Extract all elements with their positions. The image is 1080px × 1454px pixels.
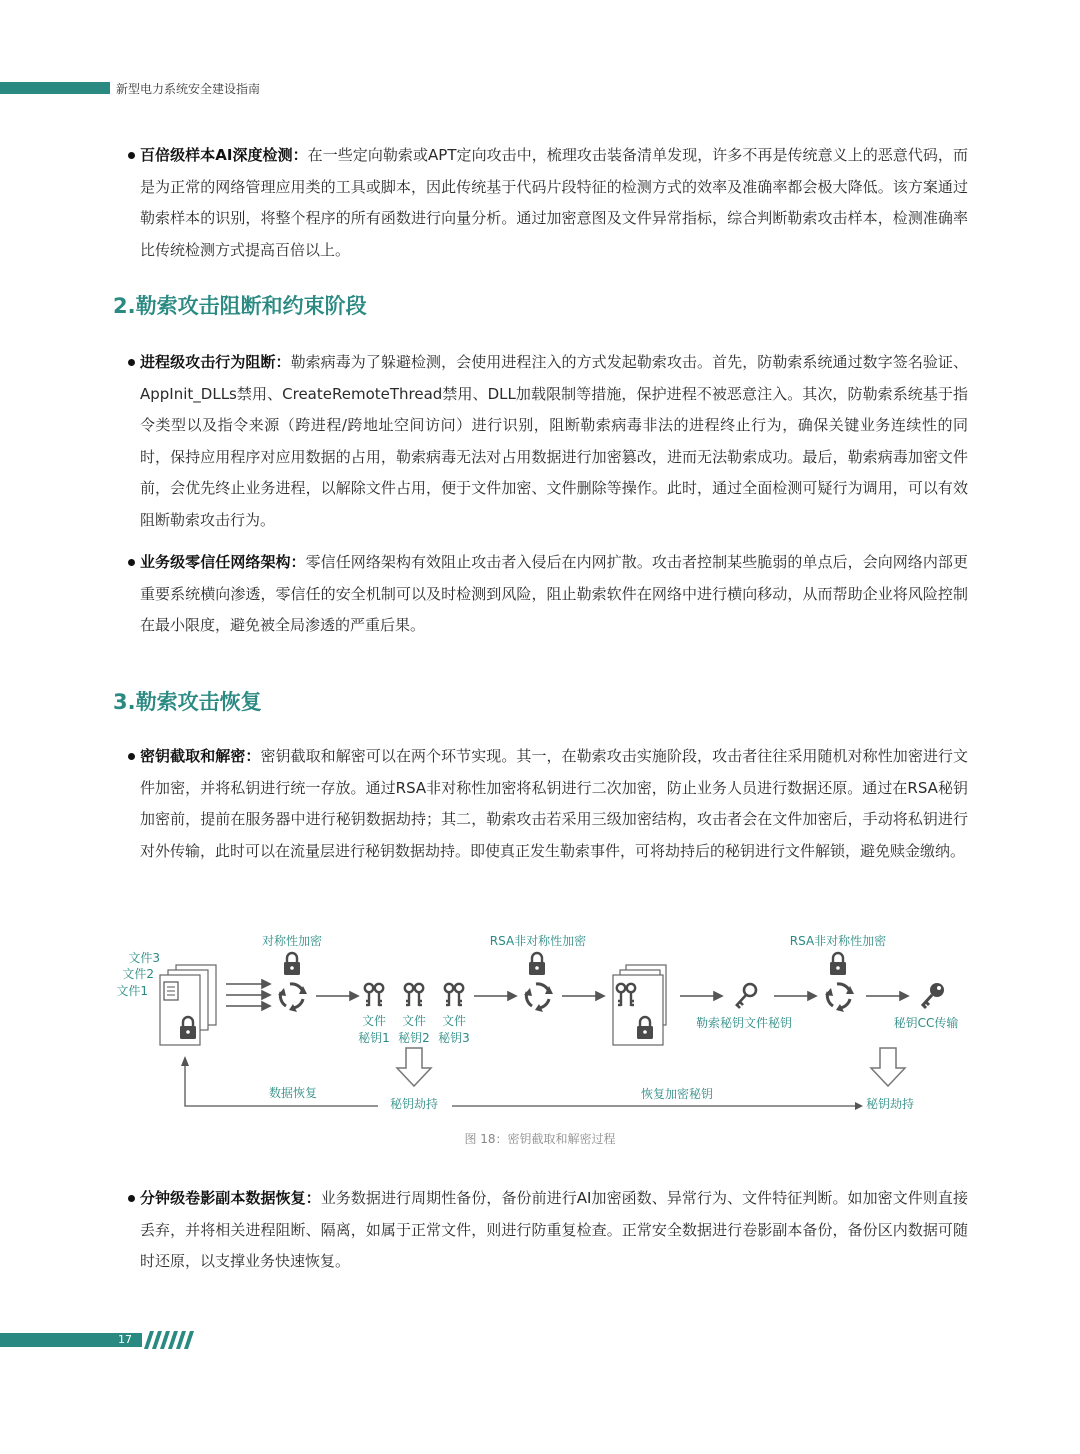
bullet-text: 业务数据进行周期性备份，备份前进行AI加密函数、异常行为、文件特征判断。如加密文件则直接丢弃，并将相关进程阻断、隔离，如属于正常文件，则进行防重复检查。正常安全数据进行卷影副本备份，备份区内数据可随时还原，以支撑业务快速恢复。 [140,1189,968,1271]
label-file2: 文件2 [122,967,154,981]
ransom-key-icon [736,984,756,1008]
header-accent-bar [0,82,110,94]
recycle-icon [278,984,307,1012]
bullet-text: 零信任网络架构有效阻止攻击者入侵后在内网扩散。攻击者控制某些脆弱的单点后，会向网络内部更重要系统横向渗透，零信任的安全机制可以及时检测到风险，阻止勒索软件在网络中进行横向移动，从而帮助企业将风险控制在最小限度，避免被全局渗透的严重后果。 [140,553,968,635]
label-key-hijack-2: 秘钥劫持 [865,1097,915,1111]
bullet-dot [128,152,135,159]
label-restore-encryption-key: 恢复加密秘钥 [640,1087,714,1101]
label-file-key3-a: 文件 [441,1014,467,1028]
header-title: 新型电力系统安全建设指南 [116,82,261,96]
label-file-key2-a: 文件 [401,1014,427,1028]
section-heading-3: 3.勒索攻击恢复 [113,690,262,714]
label-cc-transfer: 秘钥CC传输 [893,1016,959,1030]
label-file-key2-b: 秘钥2 [398,1031,430,1045]
arrow [774,992,816,1000]
footer-stripes-decoration [144,1331,196,1349]
label-key-hijack-1: 秘钥劫持 [389,1097,439,1111]
bullet-dot [128,753,135,760]
bullet-term: 密钥截取和解密： [140,747,261,765]
arrow [680,992,722,1000]
bullet-text: 密钥截取和解密可以在两个环节实现。其一，在勒索攻击实施阶段，攻击者往往采用随机对称性加密进行文件加密，并将私钥进行统一存放。通过RSA非对称性加密将私钥进行二次加密，防止业务人员进行数据还原。通过在RSA秘钥加密前，提前在服务器中进行秘钥数据劫持；其二，勒索攻击若采用三级加密结构，攻击者会在文件加密后，手动将私钥进行对外传输，此时可以在流量层进行秘钥数据劫持。即使真正发生勒索事件，可将劫持后的秘钥进行文件解锁，避免赎金缴纳。 [140,747,968,860]
right-arrow-head [855,1102,863,1110]
bullet-process-block [128,347,968,537]
label-rsa-encryption-2: RSA非对称性加密 [789,934,887,948]
arrow [316,992,358,1000]
key-icon [365,984,383,1006]
down-arrow-icon [871,1048,905,1086]
bullet-ai-detection [128,140,968,266]
up-arrow-head [181,1056,189,1066]
label-file1: 文件1 [116,984,148,998]
label-ransom-key: 勒索秘钥文件秘钥 [695,1016,793,1030]
label-file3: 文件3 [128,951,160,965]
bullet-term: 进程级攻击行为阻断： [140,353,291,371]
cc-key-icon [922,983,944,1008]
arrow [562,992,604,1000]
bullet-zero-trust [128,547,968,642]
key-icon [445,984,463,1006]
bullet-shadow-copy [128,1183,968,1278]
bullet-text: 勒索病毒为了躲避检测，会使用进程注入的方式发起勒索攻击。首先，防勒索系统通过数字签名验证、AppInit_DLLs禁用、CreateRemoteThread禁用、DLL加载限制等措施，保护进程不被恶意注入。其次，防勒索系统基于指令类型以及指令来源（跨进程/跨地址空间访问）进行识别，阻断勒索病毒非法的进程终止行为，确保关键业务连续性的同时，保持应用程序对应用数据的占用，勒索病毒无法对占用数据进行加密篡改，进而无法勒索成功。最后，勒索病毒加密文件前，会优先终止业务进程，以解除文件占用，便于文件加密、文件删除等操作。此时，通过全面检测可疑行为调用，可以有效阻断勒索攻击行为。 [140,353,968,529]
bullet-term: 百倍级样本AI深度检测： [140,146,308,164]
label-data-restore: 数据恢复 [268,1086,318,1100]
lock-icon [529,953,545,975]
label-rsa-encryption-1: RSA非对称性加密 [489,934,587,948]
bullet-dot [128,559,135,566]
label-file-key1-a: 文件 [361,1014,387,1028]
bullet-dot [128,359,135,366]
recycle-icon [825,984,854,1012]
figure-caption: 图 18：密钥截取和解密过程 [464,1132,616,1146]
label-file-key1-b: 秘钥1 [358,1031,390,1045]
lock-icon [284,953,300,975]
file-stack-icon [160,965,216,1045]
page-number: 17 [118,1333,132,1346]
bullet-term: 业务级零信任网络架构： [140,553,306,571]
figure-key-intercept-diagram [110,920,980,1160]
section-heading-2: 2.勒索攻击阻断和约束阶段 [113,294,367,318]
encrypted-file-stack-icon [613,965,666,1045]
key-icon [405,984,423,1006]
bullet-term: 分钟级卷影副本数据恢复： [140,1189,321,1207]
down-arrow-icon [397,1048,431,1086]
recycle-icon [524,984,553,1012]
label-file-key3-b: 秘钥3 [438,1031,470,1045]
bullet-text: 在一些定向勒索或APT定向攻击中，梳理攻击装备清单发现，许多不再是传统意义上的恶意代码，而是为正常的网络管理应用类的工具或脚本，因此传统基于代码片段特征的检测方式的效率及准确率都会极大降低。该方案通过勒索样本的识别，将整个程序的所有函数进行向量分析。通过加密意图及文件异常指标，综合判断勒索攻击样本，检测准确率比传统检测方式提高百倍以上。 [140,146,968,259]
label-symmetric-encryption: 对称性加密 [261,934,323,948]
bullet-key-intercept [128,741,968,867]
bullet-dot [128,1195,135,1202]
arrow [866,992,908,1000]
triple-arrow [226,980,270,1010]
lock-icon [830,953,846,975]
arrow [474,992,516,1000]
